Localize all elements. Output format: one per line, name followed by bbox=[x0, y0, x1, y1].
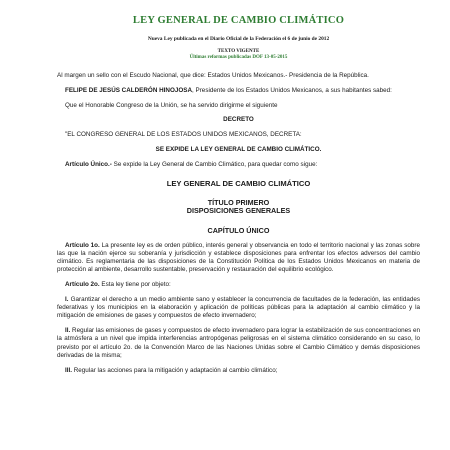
article-1-text: La presente ley es de orden público, interés general y observancia en todo el territorio nacional y las zonas sobre las que la nación ejerce su soberanía y jurisdicción y establece disposiciones para enfrentar los efectos adversos del cambio climático. Es reglamentaria de las disposiciones de la Constitución Política de los Estados Unidos Mexicanos en materia de protección al ambiente, desarrollo sustentable, preservación y restauración del equilibrio ecológico. bbox=[57, 241, 421, 274]
fraction-3-paragraph bbox=[57, 367, 420, 375]
status-text: TEXTO VIGENTE bbox=[217, 49, 260, 54]
president-text: , Presidente de los Estados Unidos Mexicanos, a sus habitantes sabed: bbox=[192, 86, 392, 94]
decree-heading: DECRETO bbox=[223, 116, 254, 124]
fraction-1-text: Garantizar el derecho a un medio ambiente sano y establecer la concurrencia de facultades de la federación, las entidades federativas y los municipios en la elaboración y aplicación de políticas públicas para la adaptación al cambio climático y la mitigación de emisiones de gases y compuestos de efecto invernadero; bbox=[57, 295, 420, 320]
article-unique-paragraph bbox=[57, 161, 420, 169]
seal-paragraph: Al margen un sello con el Escudo Nacional, que dice: Estados Unidos Mexicanos.- Presidencia de la República. bbox=[57, 72, 369, 79]
fraction-2-text: Regular las emisiones de gases y compuestos de efecto invernadero para lograr la estabilización de sus concentraciones en la atmósfera a un nivel que impida interferencias antropógenas peligrosas en el sistema climático considerando en su caso, lo previsto por el artículo 2o. de la Convención Marco de las Naciones Unidas sobre el Cambio Climático y demás disposiciones derivadas de la misma; bbox=[57, 327, 420, 359]
fraction-3-text: Regular las acciones para la mitigación y adaptación al cambio climático; bbox=[72, 366, 278, 374]
article-1-label: Artículo 1o. bbox=[65, 241, 100, 249]
article-2-label: Artículo 2o. bbox=[65, 281, 100, 289]
law-title: LEY GENERAL DE CAMBIO CLIMÁTICO bbox=[132, 15, 345, 26]
article-2-paragraph bbox=[57, 281, 420, 289]
president-paragraph bbox=[57, 87, 420, 95]
publication-note: Nueva Ley publicada en el Diario Oficial de la Federación el 6 de junio de 2012 bbox=[147, 36, 330, 42]
fraction-2-label: II. bbox=[65, 327, 71, 335]
fraction-1-label: I. bbox=[65, 295, 69, 303]
congress-paragraph: Que el Honorable Congreso de la Unión, se ha servido dirigirme el siguiente bbox=[65, 101, 278, 109]
last-reform-note: Últimas reformas publicadas DOF 13-05-2015 bbox=[189, 55, 288, 60]
document-header bbox=[57, 15, 420, 60]
law-heading: LEY GENERAL DE CAMBIO CLIMÁTICO bbox=[166, 178, 311, 188]
fraction-3-label: III. bbox=[65, 366, 72, 374]
decree-paragraph: "EL CONGRESO GENERAL DE LOS ESTADOS UNIDOS MEXICANOS, DECRETA: bbox=[65, 131, 302, 139]
title-name: DISPOSICIONES GENERALES bbox=[186, 206, 291, 216]
article-1-paragraph bbox=[57, 242, 420, 275]
document-body bbox=[57, 72, 420, 375]
fraction-2-paragraph bbox=[57, 327, 420, 360]
article-unique-label: Artículo Único.- bbox=[65, 160, 112, 168]
fraction-1-paragraph bbox=[57, 296, 420, 321]
president-name: FELIPE DE JESÚS CALDERÓN HINOJOSA bbox=[65, 86, 193, 94]
article-2-text: Esta ley tiene por objeto: bbox=[99, 281, 171, 289]
article-unique-text: Se expide la Ley General de Cambio Climático, para quedar como sigue: bbox=[111, 160, 318, 168]
issue-statement: SE EXPIDE LA LEY GENERAL DE CAMBIO CLIMÁTICO. bbox=[155, 145, 322, 153]
title-label: TÍTULO PRIMERO bbox=[207, 197, 270, 207]
chapter-heading: CAPÍTULO ÚNICO bbox=[207, 225, 270, 235]
